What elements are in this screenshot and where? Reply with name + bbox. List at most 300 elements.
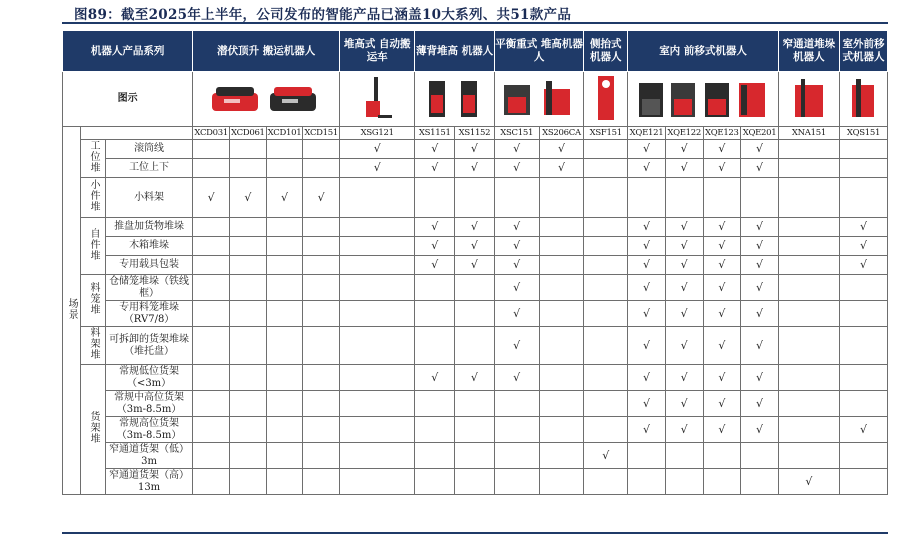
check-mark: √ bbox=[665, 301, 703, 327]
check-mark: √ bbox=[455, 256, 495, 275]
check-mark: √ bbox=[665, 237, 703, 256]
check-mark: √ bbox=[741, 159, 779, 178]
empty-cell bbox=[415, 443, 455, 469]
product-matrix-table bbox=[62, 30, 888, 495]
empty-cell bbox=[303, 159, 340, 178]
check-mark: √ bbox=[665, 218, 703, 237]
figure-caption: 图89：截至2025年上半年，公司发布的智能产品已涵盖10大系列、共51款产品 bbox=[74, 7, 572, 23]
empty-cell bbox=[340, 469, 415, 495]
header-row bbox=[63, 31, 888, 72]
check-mark: √ bbox=[628, 140, 666, 159]
model-code: XQS151 bbox=[839, 127, 887, 140]
model-code: XQE201 bbox=[741, 127, 779, 140]
empty-cell bbox=[303, 365, 340, 391]
group-header: 薄背堆高 机器人 bbox=[415, 31, 494, 72]
empty-cell bbox=[193, 237, 230, 256]
check-mark: √ bbox=[628, 301, 666, 327]
model-code: XNA151 bbox=[778, 127, 839, 140]
empty-cell bbox=[415, 417, 455, 443]
check-mark: √ bbox=[628, 237, 666, 256]
check-mark: √ bbox=[628, 391, 666, 417]
scenario-name: 常规中高位货架（3m-8.5m） bbox=[105, 391, 193, 417]
empty-cell bbox=[230, 218, 267, 237]
check-mark: √ bbox=[665, 327, 703, 365]
empty-cell bbox=[303, 218, 340, 237]
empty-cell bbox=[266, 391, 303, 417]
check-mark: √ bbox=[230, 178, 267, 218]
check-mark: √ bbox=[741, 417, 779, 443]
empty-cell bbox=[584, 417, 628, 443]
table-row bbox=[63, 275, 888, 301]
empty-cell bbox=[539, 218, 584, 237]
check-mark: √ bbox=[665, 391, 703, 417]
empty-cell bbox=[266, 218, 303, 237]
empty-cell bbox=[230, 159, 267, 178]
category-cell bbox=[81, 140, 105, 178]
empty-cell bbox=[584, 140, 628, 159]
empty-cell bbox=[584, 237, 628, 256]
empty-cell bbox=[455, 391, 495, 417]
group-header: 窄通道堆垛 机器人 bbox=[778, 31, 839, 72]
empty-cell bbox=[703, 178, 741, 218]
table-row bbox=[63, 365, 888, 391]
empty-cell bbox=[455, 301, 495, 327]
group-header: 堆高式 自动搬运车 bbox=[340, 31, 415, 72]
empty-cell bbox=[839, 443, 887, 469]
empty-cell bbox=[340, 301, 415, 327]
empty-cell bbox=[193, 391, 230, 417]
empty-cell bbox=[266, 417, 303, 443]
check-mark: √ bbox=[628, 159, 666, 178]
empty-cell bbox=[584, 469, 628, 495]
table-row bbox=[63, 417, 888, 443]
empty-cell bbox=[778, 443, 839, 469]
empty-cell bbox=[303, 469, 340, 495]
category-label: 工位堆 bbox=[88, 140, 100, 173]
check-mark: √ bbox=[839, 237, 887, 256]
empty-cell bbox=[778, 178, 839, 218]
empty-cell bbox=[455, 327, 495, 365]
scenario-name: 仓储笼堆垛（铁线框） bbox=[105, 275, 193, 301]
empty-cell bbox=[778, 301, 839, 327]
model-code: XSF151 bbox=[584, 127, 628, 140]
check-mark: √ bbox=[539, 140, 584, 159]
check-mark: √ bbox=[455, 140, 495, 159]
empty-cell bbox=[839, 140, 887, 159]
scenario-name: 工位上下 bbox=[105, 159, 193, 178]
check-mark: √ bbox=[628, 417, 666, 443]
empty-cell bbox=[340, 391, 415, 417]
empty-cell bbox=[494, 443, 539, 469]
empty-cell bbox=[703, 469, 741, 495]
empty-cell bbox=[494, 391, 539, 417]
check-mark: √ bbox=[703, 417, 741, 443]
empty-cell bbox=[539, 256, 584, 275]
empty-cell bbox=[778, 159, 839, 178]
empty-cell bbox=[839, 275, 887, 301]
empty-cell bbox=[839, 469, 887, 495]
empty-cell bbox=[778, 237, 839, 256]
check-mark: √ bbox=[494, 301, 539, 327]
check-mark: √ bbox=[778, 469, 839, 495]
check-mark: √ bbox=[703, 140, 741, 159]
check-mark: √ bbox=[741, 218, 779, 237]
check-mark: √ bbox=[628, 218, 666, 237]
empty-cell bbox=[303, 140, 340, 159]
empty-cell bbox=[584, 256, 628, 275]
scenario-name: 窄通道货架（低）3m bbox=[105, 443, 193, 469]
check-mark: √ bbox=[703, 237, 741, 256]
robot-image-stacker bbox=[340, 72, 415, 127]
empty-cell bbox=[539, 365, 584, 391]
empty-cell bbox=[455, 275, 495, 301]
empty-cell bbox=[193, 275, 230, 301]
empty-cell bbox=[703, 443, 741, 469]
empty-cell bbox=[455, 417, 495, 443]
robot-image-reach-indoor bbox=[628, 72, 779, 127]
model-code: XCD101 bbox=[267, 127, 302, 138]
table-row bbox=[63, 178, 888, 218]
table-row bbox=[63, 159, 888, 178]
model-code: XS1151 bbox=[415, 127, 455, 140]
empty-cell bbox=[455, 469, 495, 495]
empty-cell bbox=[539, 469, 584, 495]
category-label: 小件堆 bbox=[88, 179, 100, 212]
model-code: XCD031 bbox=[194, 127, 229, 138]
empty-cell bbox=[230, 365, 267, 391]
empty-cell bbox=[340, 417, 415, 443]
check-mark: √ bbox=[340, 159, 415, 178]
category-label: 料架堆 bbox=[88, 327, 100, 360]
check-mark: √ bbox=[455, 365, 495, 391]
empty-cell bbox=[455, 443, 495, 469]
empty-cell bbox=[340, 218, 415, 237]
empty-cell bbox=[303, 275, 340, 301]
check-mark: √ bbox=[628, 275, 666, 301]
check-mark: √ bbox=[839, 256, 887, 275]
check-mark: √ bbox=[741, 237, 779, 256]
group-header: 平衡重式 堆高机器人 bbox=[494, 31, 584, 72]
empty-cell bbox=[778, 275, 839, 301]
image-row-label: 图示 bbox=[63, 72, 193, 127]
empty-cell bbox=[628, 443, 666, 469]
check-mark: √ bbox=[741, 391, 779, 417]
empty-cell bbox=[303, 417, 340, 443]
empty-cell bbox=[303, 443, 340, 469]
model-code: XCD061 bbox=[231, 127, 265, 138]
robot-image-latent-lift bbox=[193, 72, 340, 127]
robot-image-thin-back bbox=[415, 72, 494, 127]
check-mark: √ bbox=[703, 218, 741, 237]
check-mark: √ bbox=[494, 159, 539, 178]
empty-cell bbox=[415, 301, 455, 327]
check-mark: √ bbox=[415, 218, 455, 237]
empty-cell bbox=[584, 327, 628, 365]
table-row bbox=[63, 237, 888, 256]
empty-cell bbox=[778, 327, 839, 365]
empty-cell bbox=[839, 301, 887, 327]
empty-cell bbox=[340, 256, 415, 275]
scenario-label-cell bbox=[63, 127, 81, 495]
check-mark: √ bbox=[340, 140, 415, 159]
check-mark: √ bbox=[628, 256, 666, 275]
check-mark: √ bbox=[703, 301, 741, 327]
check-mark: √ bbox=[741, 275, 779, 301]
empty-cell bbox=[193, 327, 230, 365]
group-header: 室内 前移式机器人 bbox=[628, 31, 779, 72]
check-mark: √ bbox=[665, 140, 703, 159]
scenario-name: 常规高位货架（3m-8.5m） bbox=[105, 417, 193, 443]
empty-cell bbox=[340, 327, 415, 365]
category-label: 自件堆 bbox=[88, 227, 100, 261]
check-mark: √ bbox=[455, 237, 495, 256]
group-header: 室外前移 式机器人 bbox=[839, 31, 887, 72]
category-cell bbox=[81, 275, 105, 327]
scenario-name: 滚筒线 bbox=[105, 140, 193, 159]
category-cell bbox=[81, 327, 105, 365]
empty-cell bbox=[303, 301, 340, 327]
category-cell bbox=[81, 365, 105, 495]
empty-cell bbox=[539, 417, 584, 443]
table-row bbox=[63, 218, 888, 237]
empty-cell bbox=[778, 391, 839, 417]
empty-cell bbox=[494, 178, 539, 218]
empty-cell bbox=[230, 443, 267, 469]
empty-cell bbox=[584, 178, 628, 218]
robot-image-counterbalance bbox=[494, 72, 584, 127]
empty-cell bbox=[839, 365, 887, 391]
empty-cell bbox=[340, 178, 415, 218]
check-mark: √ bbox=[494, 327, 539, 365]
empty-cell bbox=[839, 159, 887, 178]
robot-image-narrow-aisle bbox=[778, 72, 839, 127]
series-header: 机器人产品系列 bbox=[63, 31, 193, 72]
scenario-name: 木箱堆垛 bbox=[105, 237, 193, 256]
empty-cell bbox=[230, 275, 267, 301]
check-mark: √ bbox=[665, 275, 703, 301]
check-mark: √ bbox=[741, 140, 779, 159]
category-cell bbox=[81, 178, 105, 218]
table-row bbox=[63, 256, 888, 275]
empty-cell bbox=[584, 159, 628, 178]
empty-cell bbox=[230, 140, 267, 159]
empty-cell bbox=[266, 469, 303, 495]
check-mark: √ bbox=[665, 417, 703, 443]
model-code: XS206CA bbox=[539, 127, 584, 140]
empty-cell bbox=[266, 140, 303, 159]
empty-cell bbox=[303, 327, 340, 365]
empty-cell bbox=[665, 443, 703, 469]
empty-cell bbox=[193, 443, 230, 469]
empty-cell bbox=[266, 327, 303, 365]
empty-cell bbox=[266, 443, 303, 469]
check-mark: √ bbox=[494, 256, 539, 275]
check-mark: √ bbox=[703, 365, 741, 391]
empty-cell bbox=[741, 469, 779, 495]
table-row bbox=[63, 443, 888, 469]
empty-cell bbox=[193, 218, 230, 237]
empty-cell bbox=[539, 443, 584, 469]
empty-cell bbox=[193, 365, 230, 391]
empty-cell bbox=[778, 365, 839, 391]
check-mark: √ bbox=[415, 365, 455, 391]
empty-cell bbox=[539, 391, 584, 417]
check-mark: √ bbox=[539, 159, 584, 178]
empty-cell bbox=[193, 469, 230, 495]
empty-cell bbox=[230, 256, 267, 275]
check-mark: √ bbox=[703, 275, 741, 301]
empty-cell bbox=[778, 218, 839, 237]
check-mark: √ bbox=[415, 159, 455, 178]
empty-cell bbox=[415, 327, 455, 365]
check-mark: √ bbox=[303, 178, 340, 218]
check-mark: √ bbox=[584, 443, 628, 469]
empty-cell bbox=[778, 140, 839, 159]
empty-cell bbox=[415, 391, 455, 417]
check-mark: √ bbox=[703, 256, 741, 275]
caption-rule bbox=[62, 22, 888, 24]
check-mark: √ bbox=[741, 365, 779, 391]
image-row bbox=[63, 72, 888, 127]
check-mark: √ bbox=[415, 256, 455, 275]
check-mark: √ bbox=[494, 275, 539, 301]
empty-cell bbox=[415, 469, 455, 495]
empty-cell bbox=[230, 391, 267, 417]
check-mark: √ bbox=[741, 256, 779, 275]
check-mark: √ bbox=[839, 417, 887, 443]
check-mark: √ bbox=[665, 159, 703, 178]
model-code: XSG121 bbox=[340, 127, 415, 140]
empty-cell bbox=[494, 469, 539, 495]
empty-cell bbox=[455, 178, 495, 218]
check-mark: √ bbox=[494, 237, 539, 256]
empty-cell bbox=[266, 301, 303, 327]
empty-cell bbox=[340, 443, 415, 469]
group-header: 潜伏顶升 搬运机器人 bbox=[193, 31, 340, 72]
empty-cell bbox=[266, 237, 303, 256]
model-code: XQE121 bbox=[628, 127, 666, 140]
check-mark: √ bbox=[455, 218, 495, 237]
scenario-name: 推盘加货物堆垛 bbox=[105, 218, 193, 237]
empty-cell bbox=[415, 178, 455, 218]
robot-image-outdoor-reach bbox=[839, 72, 887, 127]
model-code: XQE123 bbox=[703, 127, 741, 140]
empty-cell bbox=[539, 301, 584, 327]
empty-cell bbox=[539, 237, 584, 256]
empty-cell bbox=[584, 391, 628, 417]
empty-cell bbox=[584, 301, 628, 327]
empty-cell bbox=[539, 178, 584, 218]
empty-cell bbox=[665, 178, 703, 218]
scenario-name: 常规低位货架（<3m） bbox=[105, 365, 193, 391]
scenario-name: 小料架 bbox=[105, 178, 193, 218]
check-mark: √ bbox=[415, 237, 455, 256]
check-mark: √ bbox=[494, 365, 539, 391]
check-mark: √ bbox=[839, 218, 887, 237]
category-label: 货架堆 bbox=[88, 411, 100, 444]
empty-cell bbox=[230, 327, 267, 365]
empty-cell bbox=[628, 178, 666, 218]
empty-cell bbox=[230, 237, 267, 256]
check-mark: √ bbox=[193, 178, 230, 218]
check-mark: √ bbox=[665, 256, 703, 275]
empty-cell bbox=[665, 469, 703, 495]
empty-cell bbox=[303, 391, 340, 417]
check-mark: √ bbox=[494, 140, 539, 159]
empty-cell bbox=[628, 469, 666, 495]
check-mark: √ bbox=[628, 327, 666, 365]
check-mark: √ bbox=[455, 159, 495, 178]
empty-cell bbox=[303, 256, 340, 275]
check-mark: √ bbox=[703, 391, 741, 417]
empty-cell bbox=[230, 301, 267, 327]
check-mark: √ bbox=[741, 327, 779, 365]
check-mark: √ bbox=[703, 159, 741, 178]
empty-cell bbox=[303, 237, 340, 256]
scenario-name: 专用料笼堆垛（RV7/8） bbox=[105, 301, 193, 327]
empty-cell bbox=[494, 417, 539, 443]
empty-cell bbox=[193, 256, 230, 275]
empty-cell bbox=[839, 178, 887, 218]
empty-cell bbox=[193, 301, 230, 327]
empty-cell bbox=[340, 275, 415, 301]
empty-cell bbox=[193, 417, 230, 443]
table-row bbox=[63, 469, 888, 495]
check-mark: √ bbox=[703, 327, 741, 365]
check-mark: √ bbox=[741, 301, 779, 327]
empty-cell bbox=[539, 275, 584, 301]
category-cell bbox=[81, 218, 105, 275]
scenario-name: 专用载具包装 bbox=[105, 256, 193, 275]
scenario-name: 窄通道货架（高）13m bbox=[105, 469, 193, 495]
check-mark: √ bbox=[266, 178, 303, 218]
check-mark: √ bbox=[494, 218, 539, 237]
scenario-label: 场景 bbox=[66, 297, 78, 320]
empty-cell bbox=[193, 159, 230, 178]
empty-cell bbox=[266, 256, 303, 275]
check-mark: √ bbox=[415, 140, 455, 159]
empty-cell bbox=[340, 237, 415, 256]
group-header: 侧抬式 机器人 bbox=[584, 31, 628, 72]
table-row bbox=[63, 391, 888, 417]
empty-cell bbox=[266, 159, 303, 178]
check-mark: √ bbox=[628, 365, 666, 391]
robot-image-side-lift bbox=[584, 72, 628, 127]
empty-cell bbox=[340, 365, 415, 391]
empty-cell bbox=[230, 469, 267, 495]
empty-cell bbox=[778, 256, 839, 275]
category-label: 料笼堆 bbox=[88, 282, 100, 315]
empty-cell bbox=[539, 327, 584, 365]
empty-cell bbox=[741, 178, 779, 218]
empty-cell bbox=[741, 443, 779, 469]
table-row bbox=[63, 301, 888, 327]
model-code: XSC151 bbox=[494, 127, 539, 140]
empty-cell bbox=[415, 275, 455, 301]
check-mark: √ bbox=[665, 365, 703, 391]
empty-cell bbox=[584, 275, 628, 301]
model-code: XQE122 bbox=[665, 127, 703, 140]
empty-cell bbox=[839, 391, 887, 417]
bottom-rule bbox=[62, 532, 888, 534]
empty-cell bbox=[230, 417, 267, 443]
empty-cell bbox=[193, 140, 230, 159]
model-row bbox=[63, 127, 888, 140]
table-row bbox=[63, 327, 888, 365]
empty-cell bbox=[778, 417, 839, 443]
empty-cell bbox=[266, 365, 303, 391]
empty-cell bbox=[266, 275, 303, 301]
